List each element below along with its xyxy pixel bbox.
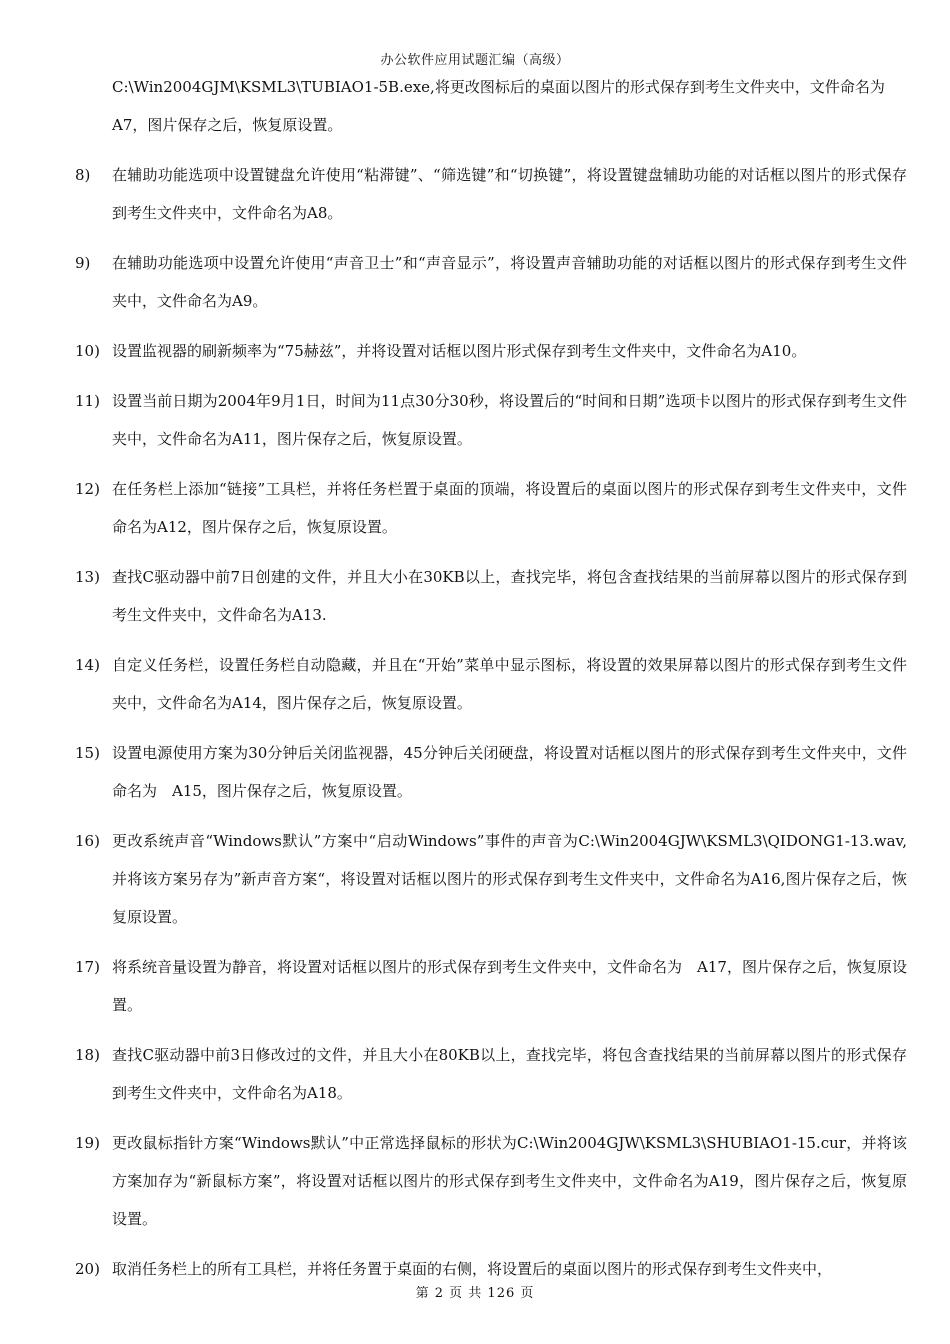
page-footer: 第 2 页 共 126 页 — [415, 1286, 535, 1301]
item-number: 10) — [75, 342, 100, 360]
item-number: 13) — [75, 568, 100, 586]
item-number: 20) — [75, 1260, 100, 1278]
item-text: 查找C驱动器中前3日修改过的文件，并且大小在80KB以上，查找完毕，将包含查找结果的当前屏幕以图片的形式保存到考生文件夹中，文件命名为A18。 — [112, 1046, 907, 1102]
item-text: 在辅助功能选项中设置允许使用“声音卫士”和“声音显示”，将设置声音辅助功能的对话框以图片的形式保存到考生文件夹中，文件命名为A9。 — [112, 254, 907, 310]
item-text: 将系统音量设置为静音，将设置对话框以图片的形式保存到考生文件夹中，文件命名为 A17，图片保存之后，恢复原设置。 — [112, 958, 907, 1014]
item-text: 取消任务栏上的所有工具栏，并将任务置于桌面的右侧，将设置后的桌面以图片的形式保存到考生文件夹中， — [112, 1260, 833, 1278]
list-item — [75, 156, 907, 232]
list-item — [75, 382, 907, 458]
item-number: 14) — [75, 656, 100, 674]
list-item — [75, 646, 907, 722]
item-text: 更改系统声音“Windows默认”方案中“启动Windows”事件的声音为C:\Win2004GJW\KSML3\QIDONG1-13.wav,并将该方案另存为”新声音方案“，将设置对话框以图片的形式保存到考生文件夹中，文件命名为A16,图片保存之后，恢复原设置。 — [112, 832, 907, 926]
item-number: 18) — [75, 1046, 100, 1064]
list-item — [75, 1036, 907, 1112]
item-text: 设置监视器的刷新频率为“75赫兹”，并将设置对话框以图片形式保存到考生文件夹中，文件命名为A10。 — [112, 342, 807, 360]
list-item — [75, 822, 907, 936]
item-text: 在任务栏上添加“链接”工具栏，并将任务栏置于桌面的顶端，将设置后的桌面以图片的形式保存到考生文件夹中，文件命名为A12，图片保存之后，恢复原设置。 — [112, 480, 907, 536]
item-text: 更改鼠标指针方案“Windows默认”中正常选择鼠标的形状为C:\Win2004GJW\KSML3\SHUBIAO1-15.cur，并将该方案加存为“新鼠标方案”，将设置对话框以图片的形式保存到考生文件夹中，文件命名为A19，图片保存之后，恢复原设置。 — [112, 1134, 907, 1228]
item-number: 19) — [75, 1134, 100, 1152]
item-number: 9) — [75, 254, 91, 272]
item-text: 在辅助功能选项中设置键盘允许使用“粘滞键”、“筛选键”和“切换键”，将设置键盘辅助功能的对话框以图片的形式保存到考生文件夹中，文件命名为A8。 — [112, 166, 907, 222]
item-text: 设置当前日期为2004年9月1日，时间为11点30分30秒，将设置后的“时间和日期”选项卡以图片的形式保存到考生文件夹中，文件命名为A11，图片保存之后，恢复原设置。 — [112, 392, 907, 448]
item-number: 17) — [75, 958, 100, 976]
list-item — [75, 734, 907, 810]
list-item — [75, 948, 907, 1024]
item-number: 11) — [75, 392, 100, 410]
page-header: 办公软件应用试题汇编（高级） — [380, 53, 570, 68]
continued-paragraph: C:\Win2004GJM\KSML3\TUBIAO1-5B.exe,将更改图标后的桌面以图片的形式保存到考生文件夹中，文件命名为A7，图片保存之后，恢复原设置。 — [112, 78, 885, 134]
list-item — [75, 558, 907, 634]
list-item — [75, 244, 907, 320]
item-text: 自定义任务栏，设置任务栏自动隐藏，并且在“开始”菜单中显示图标，将设置的效果屏幕以图片的形式保存到考生文件夹中，文件命名为A14，图片保存之后，恢复原设置。 — [112, 656, 907, 712]
item-number: 8) — [75, 166, 91, 184]
item-text: 设置电源使用方案为30分钟后关闭监视器，45分钟后关闭硬盘，将设置对话框以图片的形式保存到考生文件夹中，文件命名为 A15，图片保存之后，恢复原设置。 — [112, 744, 907, 800]
item-text: 查找C驱动器中前7日创建的文件，并且大小在30KB以上，查找完毕，将包含查找结果的当前屏幕以图片的形式保存到考生文件夹中，文件命名为A13. — [112, 568, 907, 624]
item-number: 12) — [75, 480, 100, 498]
item-number: 15) — [75, 744, 100, 762]
list-item — [75, 332, 907, 370]
item-number: 16) — [75, 832, 100, 850]
list-item — [75, 470, 907, 546]
list-item — [75, 1124, 907, 1238]
document-body — [75, 68, 907, 1288]
